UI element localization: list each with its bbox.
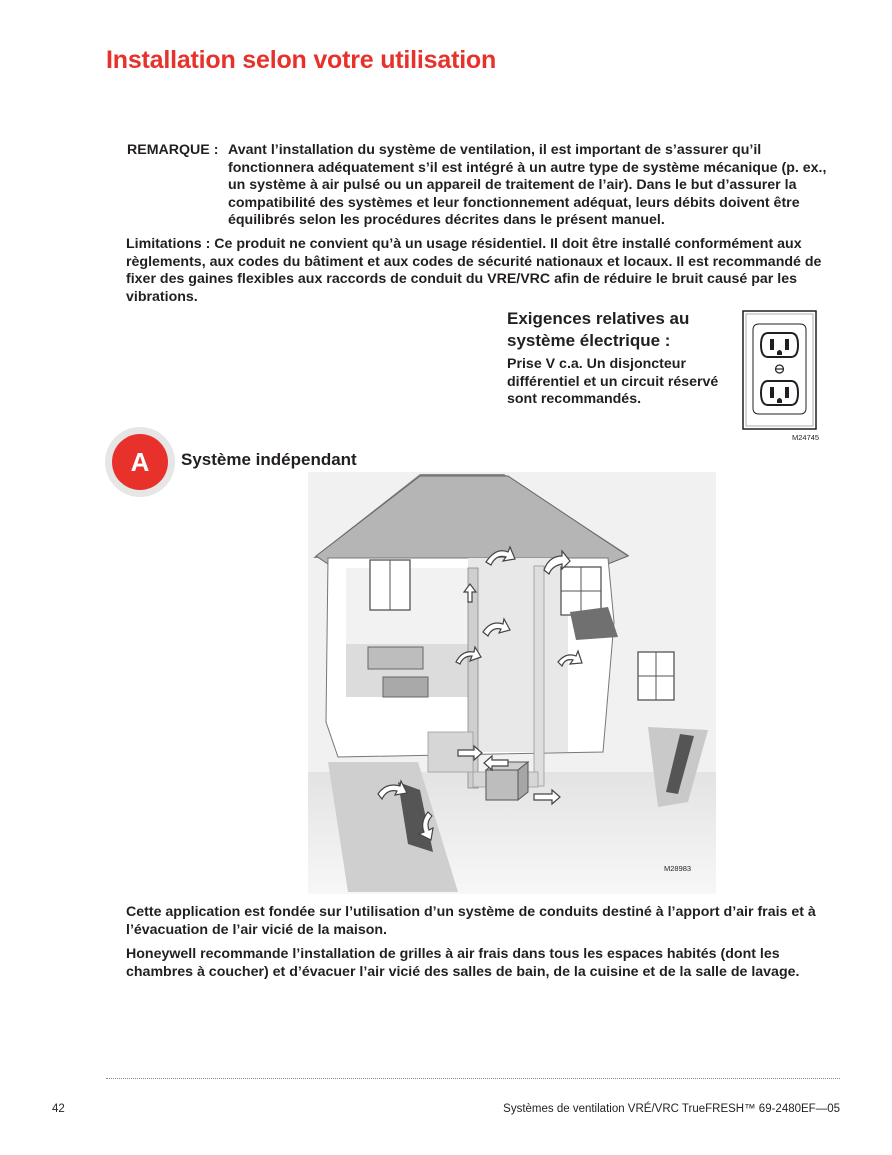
house-ventilation-illustration (308, 472, 716, 894)
outlet-socket-bottom-icon (761, 381, 798, 405)
section-badge-letter: A (112, 434, 168, 490)
electrical-outlet-figure (742, 310, 817, 432)
house-figure-code: M28983 (664, 864, 692, 873)
footer-divider (106, 1078, 840, 1079)
footer-document-title: Systèmes de ventilation VRÉ/VRC TrueFRESH™ 69-2480EF—05 (503, 1103, 840, 1115)
section-title: Système indépendant (181, 450, 357, 469)
remark-note (127, 142, 827, 230)
page-number: 42 (52, 1103, 65, 1115)
page-title: Installation selon votre utilisation (106, 46, 497, 74)
limitations-paragraph: Limitations : Ce produit ne convient qu’à un usage résidentiel. Il doit être installé conformément aux règlements, aux codes du bâtiment et aux codes de sécurité nationaux et locaux. Il est recommandé de fixer des gaines flexibles aux raccords de conduit du VRE/VRC afin de réduire le bruit causé par les vibrations. (126, 236, 822, 305)
electrical-requirements-title: Exigences relatives au système électrique : (507, 309, 690, 350)
application-paragraph: Cette application est fondée sur l’utilisation d’un système de conduits destiné à l’apport d’air frais et à l’évacuation de l’air vicié de la maison. (126, 904, 816, 938)
remark-label: REMARQUE : (127, 142, 219, 158)
remark-text: Avant l’installation du système de ventilation, il est important de s’assurer qu’il fonctionnera adéquatement s’il est intégré à un autre type de système mécanique (p. ex., un système à air pulsé ou un appareil de traitement de l’air). Dans le but d’assurer la compatibilité des systèmes et leur fonctionnement adéquat, leurs débits doivent être équilibrés selon les procédures décrites dans le présent manuel. (228, 142, 827, 229)
recommendation-paragraph: Honeywell recommande l’installation de grilles à air frais dans tous les espaces habités (dont les chambres à coucher) et d’évacuer l’air vicié des salles de bain, de la cuisine et de la salle de lavage. (126, 946, 800, 980)
outlet-socket-top-icon (761, 333, 798, 357)
section-badge (105, 427, 175, 497)
outlet-figure-code: M24745 (792, 433, 820, 442)
electrical-requirements-text: Prise V c.a. Un disjoncteur différentiel et un circuit réservé sont recommandés. (507, 356, 719, 408)
outlet-screw-icon (776, 365, 784, 373)
